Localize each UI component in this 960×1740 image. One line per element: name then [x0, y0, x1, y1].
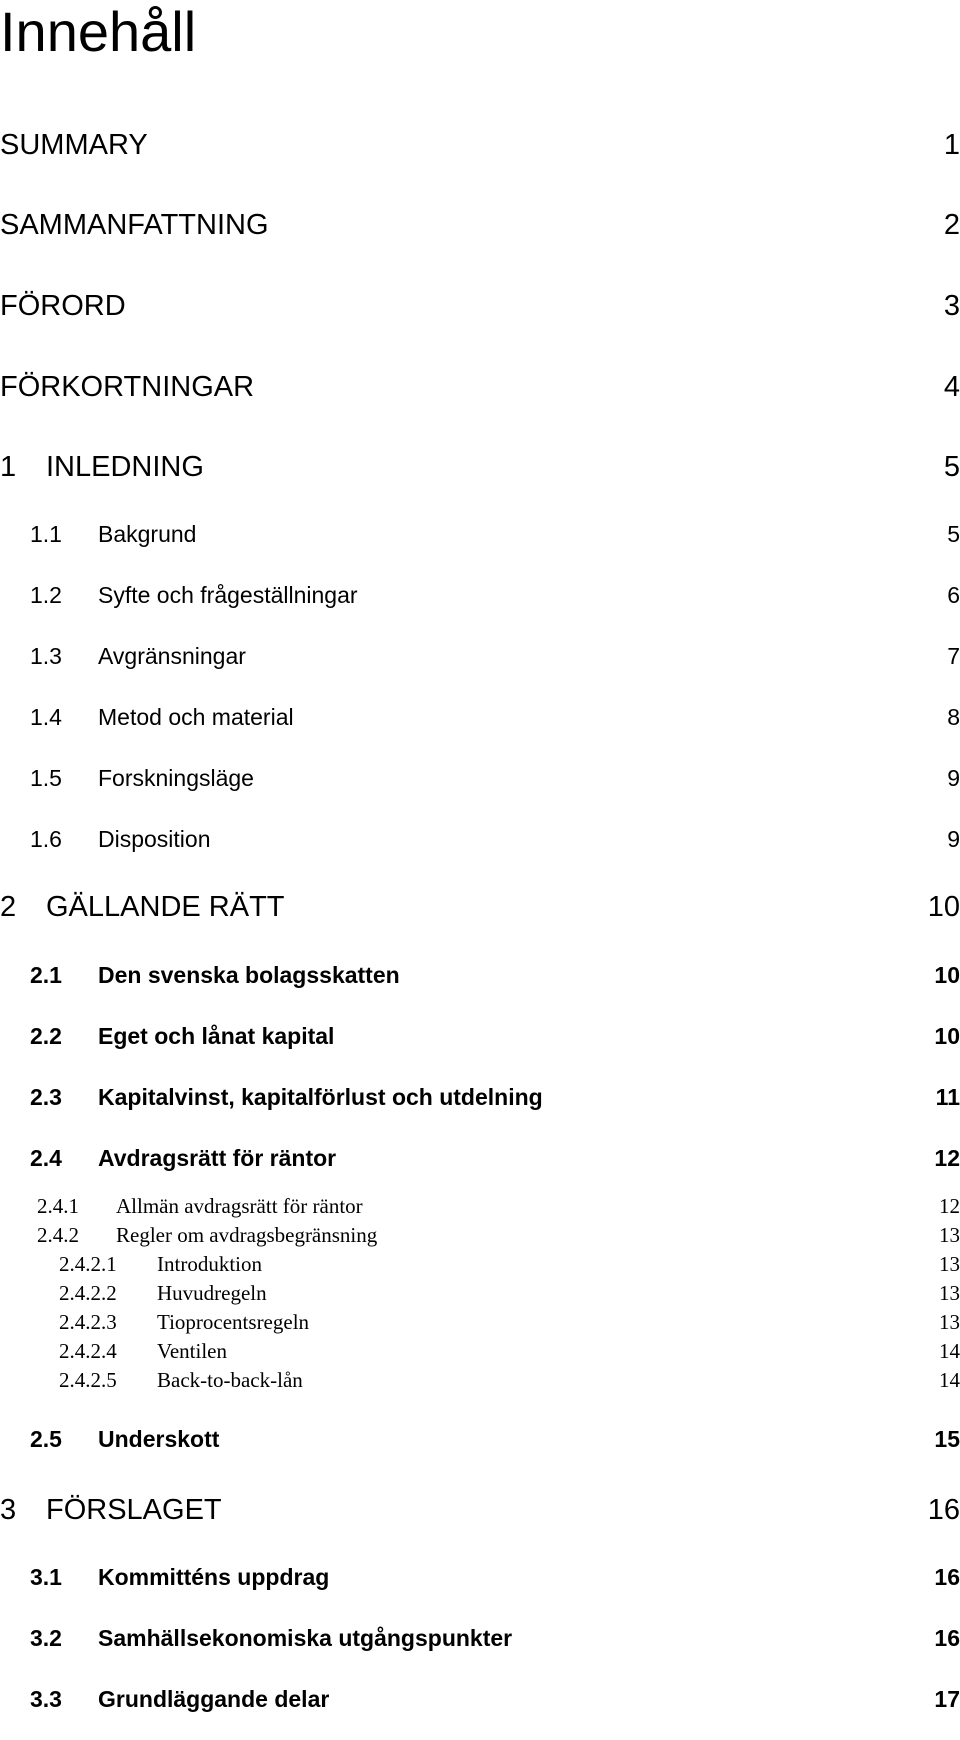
toc-entry-text: Ventilen	[157, 1339, 227, 1363]
toc-entry-1-1[interactable]	[0, 519, 960, 549]
toc-entry-number: 2.5	[30, 1426, 62, 1452]
toc-entry-text: Den svenska bolagsskatten	[98, 962, 400, 988]
toc-entry-2-4[interactable]	[0, 1143, 960, 1173]
toc-entry-text: Disposition	[98, 826, 211, 852]
toc-entry-number: 1.3	[30, 643, 62, 669]
toc-entry-text: Grundläggande delar	[98, 1686, 330, 1712]
toc-entry-2-2[interactable]	[0, 1021, 960, 1051]
toc-entry-number: 2.3	[30, 1084, 62, 1110]
toc-entry-1-4[interactable]	[0, 702, 960, 732]
toc-entry-page: 9	[947, 765, 960, 791]
toc-entry-3-2[interactable]	[0, 1623, 960, 1653]
toc-entry-page: 16	[934, 1564, 960, 1590]
toc-entry-3-3[interactable]	[0, 1684, 960, 1714]
toc-entry-2-4-2-1[interactable]	[0, 1249, 960, 1279]
toc-entry-text: Tioprocentsregeln	[157, 1310, 310, 1334]
toc-entry-page: 2	[943, 209, 960, 241]
toc-entry-page: 12	[939, 1194, 960, 1218]
toc-entry-text: Kommitténs uppdrag	[98, 1564, 330, 1590]
toc-entry-chapter-3[interactable]	[0, 1495, 960, 1525]
toc-entry-page: 11	[935, 1084, 960, 1110]
toc-entry-number: 2.4	[30, 1145, 62, 1171]
toc-entry-2-3[interactable]	[0, 1082, 960, 1112]
toc-entry-text: Regler om avdragsbegränsning	[116, 1223, 378, 1247]
toc-entry-page: 9	[947, 826, 960, 852]
toc-entry-3-1[interactable]	[0, 1562, 960, 1592]
toc-entry-chapter-1[interactable]	[0, 452, 960, 482]
toc-entry-number: 1	[0, 451, 17, 483]
toc-entry-page: 16	[927, 1494, 960, 1526]
toc-entry-text: Kapitalvinst, kapitalförlust och utdelning	[98, 1084, 543, 1110]
toc-entry-page: 3	[943, 290, 960, 322]
toc-entry-2-1[interactable]	[0, 960, 960, 990]
toc-entry-page: 1	[943, 129, 960, 161]
toc-entry-text: Avgränsningar	[98, 643, 246, 669]
toc-entry-page: 7	[947, 643, 960, 669]
toc-entry-text: FÖRKORTNINGAR	[0, 371, 255, 403]
toc-entry-page: 15	[934, 1426, 960, 1452]
toc-entry-2-4-1[interactable]	[0, 1191, 960, 1221]
toc-entry-page: 13	[939, 1281, 960, 1305]
toc-entry-number: 2.4.2.1	[59, 1252, 117, 1276]
toc-entry-number: 2.2	[30, 1023, 62, 1049]
toc-entry-number: 1.2	[30, 582, 62, 608]
toc-entry-number: 3	[0, 1494, 17, 1526]
toc-entry-text: Huvudregeln	[157, 1281, 267, 1305]
toc-entry-summary[interactable]	[0, 130, 960, 160]
toc-entry-text: SUMMARY	[0, 129, 148, 161]
toc-entry-text: Metod och material	[98, 704, 294, 730]
toc-entry-text: Syfte och frågeställningar	[98, 582, 358, 608]
toc-entry-text: Forskningsläge	[98, 765, 254, 791]
toc-entry-page: 13	[939, 1252, 960, 1276]
toc-entry-number: 2.4.2.3	[59, 1310, 117, 1334]
toc-entry-page: 12	[934, 1145, 960, 1171]
toc-entry-page: 10	[934, 962, 960, 988]
toc-entry-text: Allmän avdragsrätt för räntor	[116, 1194, 363, 1218]
toc-entry-number: 3.1	[30, 1564, 62, 1590]
toc-entry-page: 13	[939, 1310, 960, 1334]
toc-entry-page: 5	[947, 521, 960, 547]
toc-entry-2-5[interactable]	[0, 1424, 960, 1454]
toc-entry-page: 16	[934, 1625, 960, 1651]
toc-entry-number: 1.1	[30, 521, 62, 547]
toc-entry-text: FÖRSLAGET	[46, 1494, 222, 1526]
toc-entry-text: Underskott	[98, 1426, 220, 1452]
toc-entry-text: FÖRORD	[0, 290, 126, 322]
toc-entry-number: 2.4.2	[37, 1223, 79, 1247]
toc-entry-page: 6	[947, 582, 960, 608]
toc-entry-number: 2.4.2.2	[59, 1281, 117, 1305]
toc-entry-1-3[interactable]	[0, 641, 960, 671]
page-title: Innehåll	[0, 0, 197, 63]
toc-entry-page: 4	[943, 371, 960, 403]
toc-entry-text: Avdragsrätt för räntor	[98, 1145, 337, 1171]
toc-entry-page: 14	[939, 1339, 960, 1363]
toc-entry-2-4-2-2[interactable]	[0, 1278, 960, 1308]
toc-entry-1-6[interactable]	[0, 824, 960, 854]
toc-entry-forord[interactable]	[0, 291, 960, 321]
toc-entry-forkortningar[interactable]	[0, 372, 960, 402]
toc-entry-2-4-2-3[interactable]	[0, 1307, 960, 1337]
toc-entry-number: 1.5	[30, 765, 62, 791]
toc-entry-1-5[interactable]	[0, 763, 960, 793]
toc-entry-sammanfattning[interactable]	[0, 210, 960, 240]
toc-entry-1-2[interactable]	[0, 580, 960, 610]
toc-entry-number: 2.4.2.5	[59, 1368, 117, 1392]
toc-entry-number: 2.4.1	[37, 1194, 79, 1218]
toc-entry-number: 1.6	[30, 826, 62, 852]
toc-entry-2-4-2[interactable]	[0, 1220, 960, 1250]
toc-entry-text: Introduktion	[157, 1252, 262, 1276]
toc-entry-text: Samhällsekonomiska utgångspunkter	[98, 1625, 513, 1651]
toc-entry-text: INLEDNING	[46, 451, 204, 483]
toc-entry-text: SAMMANFATTNING	[0, 209, 269, 241]
toc-entry-page: 8	[947, 704, 960, 730]
toc-entry-2-4-2-5[interactable]	[0, 1365, 960, 1395]
toc-entry-chapter-2[interactable]	[0, 892, 960, 922]
toc-entry-number: 3.3	[30, 1686, 62, 1712]
toc-entry-page: 14	[939, 1368, 960, 1392]
toc-entry-number: 1.4	[30, 704, 62, 730]
toc-entry-page: 10	[934, 1023, 960, 1049]
toc-entry-text: GÄLLANDE RÄTT	[46, 891, 285, 923]
toc-entry-text: Eget och lånat kapital	[98, 1023, 335, 1049]
toc-entry-text: Back-to-back-lån	[157, 1368, 303, 1392]
toc-entry-number: 2.1	[30, 962, 62, 988]
toc-entry-number: 2.4.2.4	[59, 1339, 117, 1363]
toc-entry-page: 5	[943, 451, 960, 483]
toc-entry-page: 17	[934, 1686, 960, 1712]
toc-entry-number: 3.2	[30, 1625, 62, 1651]
toc-entry-2-4-2-4[interactable]	[0, 1336, 960, 1366]
toc-entry-number: 2	[0, 891, 17, 923]
toc-entry-page: 13	[939, 1223, 960, 1247]
toc-entry-page: 10	[927, 891, 960, 923]
toc-entry-text: Bakgrund	[98, 521, 197, 547]
